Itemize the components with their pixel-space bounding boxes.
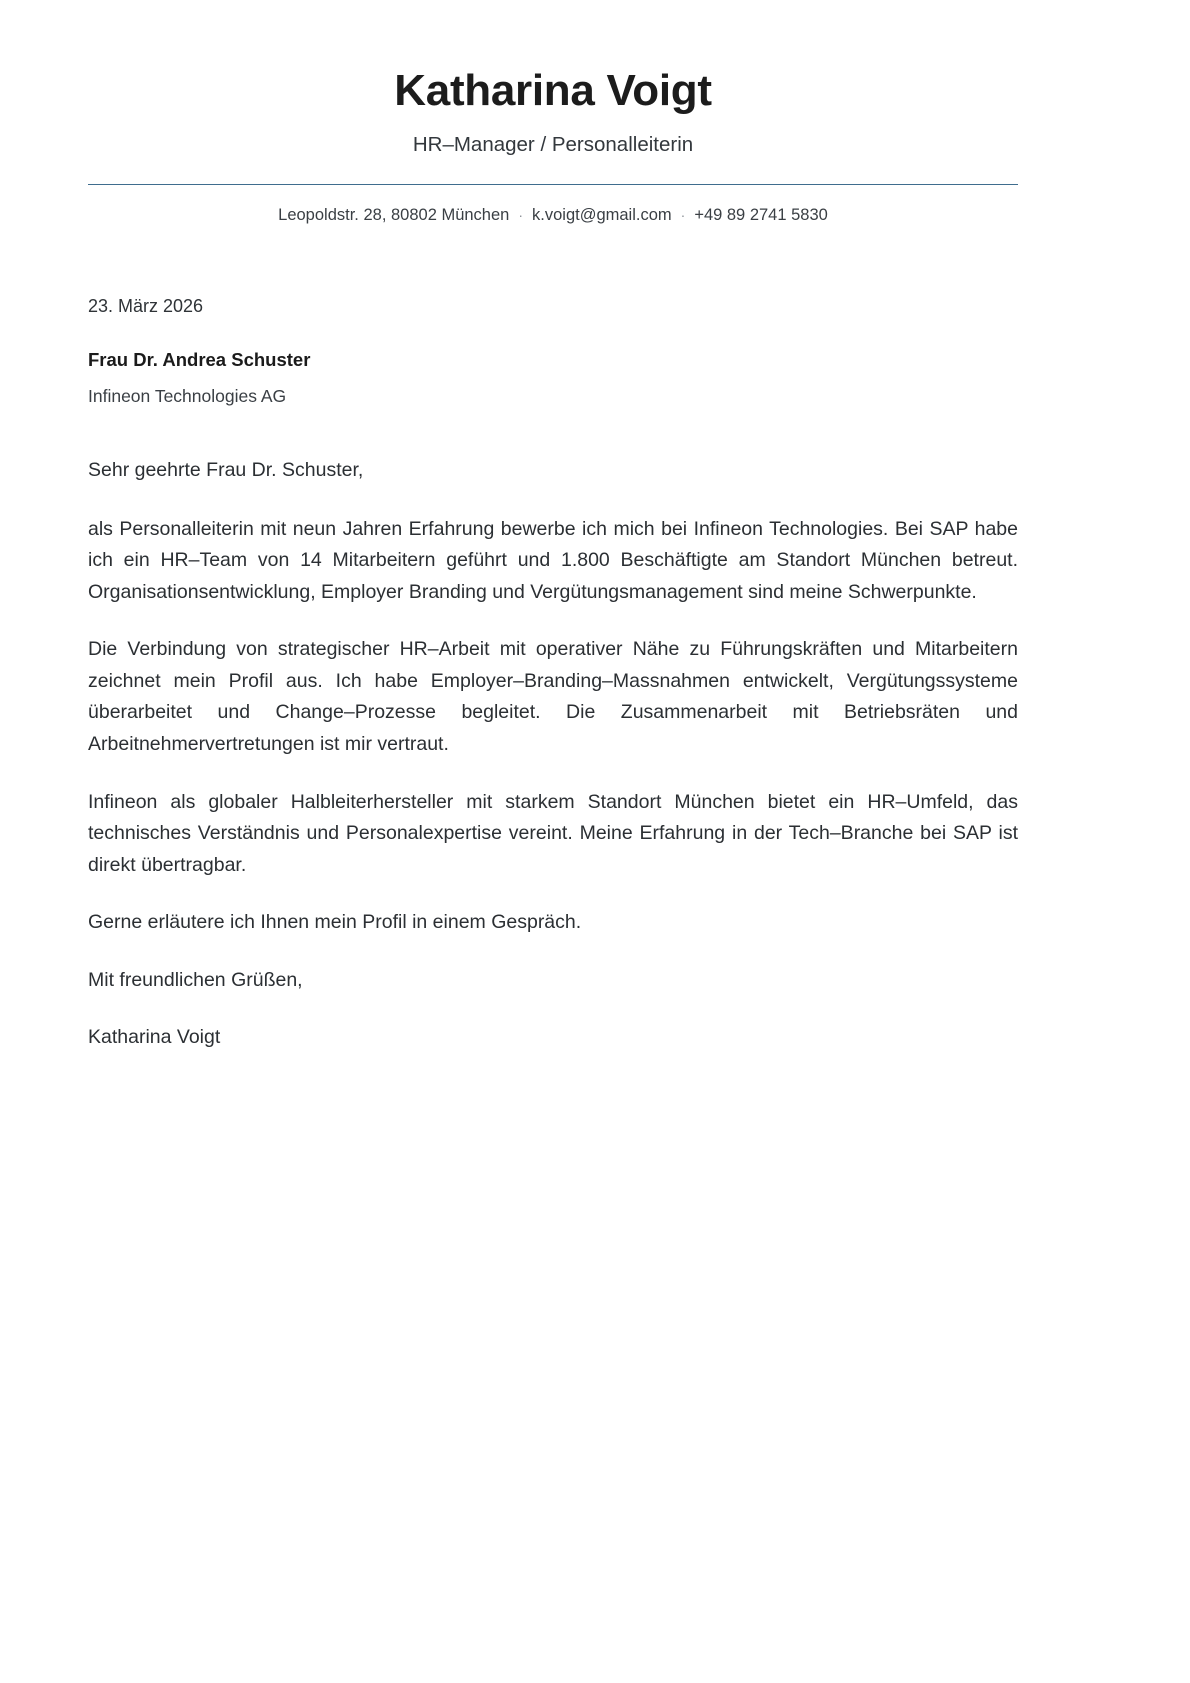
contact-separator-2: · xyxy=(680,207,686,224)
closing-salutation: Mit freundlichen Grüßen, xyxy=(88,968,303,991)
letter-content xyxy=(88,0,1018,1054)
letter-date: 23. März 2026 xyxy=(88,296,204,317)
body-paragraph: Infineon als globaler Halbleiterhersteller mit starkem Standort München bietet ein HR–Umfeld, das technisches Verständnis und Personalexpertise vereint. Meine Erfahrung in der Tech–Branche bei SAP ist direkt übertragbar. xyxy=(88,790,1018,876)
applicant-headline: HR–Manager / Personalleiterin xyxy=(412,132,694,156)
body-paragraph: Die Verbindung von strategischer HR–Arbeit mit operativer Nähe zu Führungskräften und Mitarbeitern zeichnet mein Profil aus. Ich habe Employer–Branding–Massnahmen entwickelt, Vergütungssysteme überarbeitet und Change–Prozesse begleitet. Die Zusammenarbeit mit Betriebsräten und Arbeitnehmervertretungen ist mir vertraut. xyxy=(88,638,1018,756)
letter-header xyxy=(88,0,1018,227)
body-paragraph: Gerne erläutere ich Ihnen mein Profil in einem Gespräch. xyxy=(88,911,582,934)
letter-body xyxy=(88,455,1018,1054)
recipient-company: Infineon Technologies AG xyxy=(88,386,287,407)
contact-email[interactable]: k.voigt@gmail.com xyxy=(532,206,672,225)
contact-phone[interactable]: +49 89 2741 5830 xyxy=(694,206,828,225)
recipient-name: Frau Dr. Andrea Schuster xyxy=(88,349,311,371)
header-divider xyxy=(88,184,1018,185)
contact-address: Leopoldstr. 28, 80802 München xyxy=(278,206,510,225)
contact-line xyxy=(88,204,1018,227)
signature-name: Katharina Voigt xyxy=(88,1026,221,1049)
contact-separator-1: · xyxy=(518,207,524,224)
body-paragraph: als Personalleiterin mit neun Jahren Erfahrung bewerbe ich mich bei Infineon Technologies. Bei SAP habe ich ein HR–Team von 14 Mitarbeitern geführt und 1.800 Beschäftigte am Standort München betreut. Organisationsentwicklung, Employer Branding und Vergütungsmanagement sind meine Schwerpunkte. xyxy=(88,517,1018,603)
applicant-name: Katharina Voigt xyxy=(394,66,712,115)
letter-meta-block xyxy=(88,293,1018,409)
salutation: Sehr geehrte Frau Dr. Schuster, xyxy=(88,459,364,482)
